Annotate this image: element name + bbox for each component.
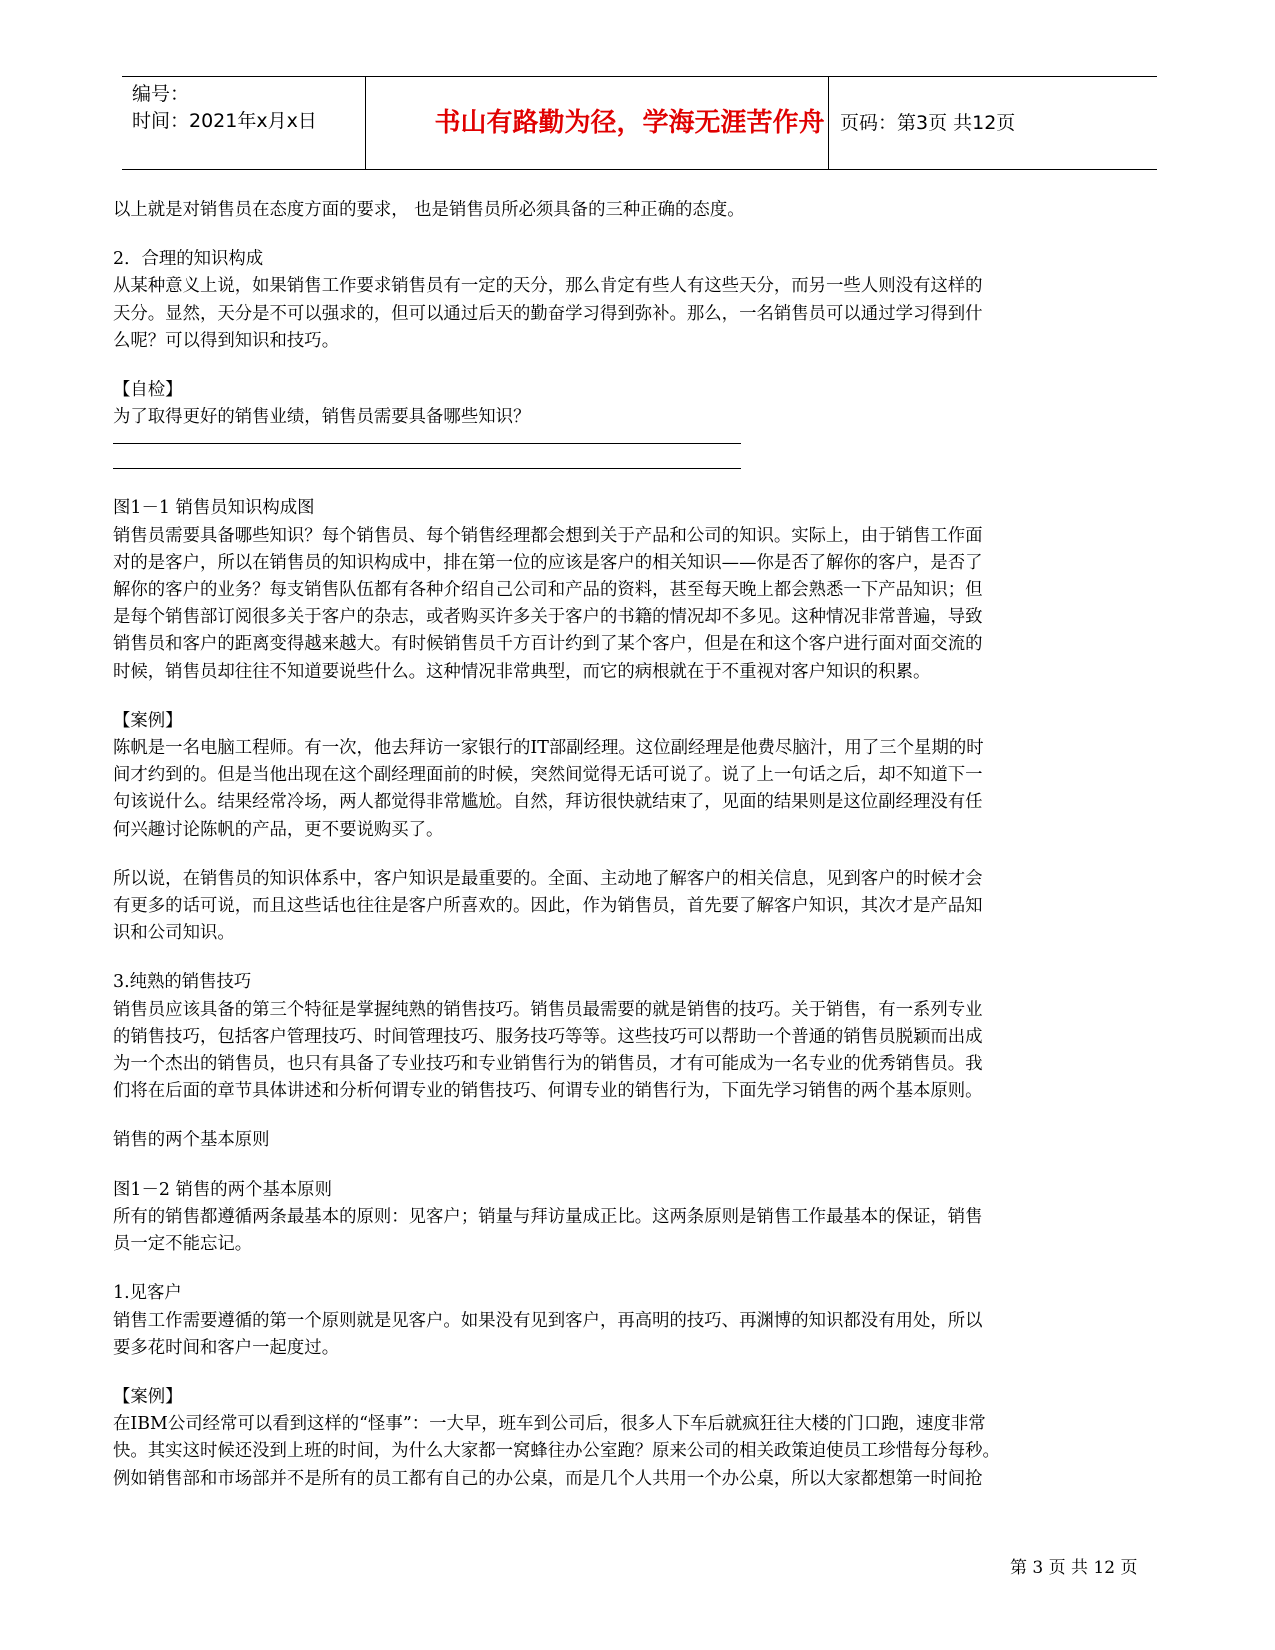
section-heading-meet-customers: 1.见客户 bbox=[113, 1283, 182, 1304]
header-divider-right bbox=[828, 77, 829, 169]
section-heading-principles: 销售的两个基本原则 bbox=[113, 1130, 270, 1151]
selfcheck-question: 为了取得更好的销售业绩，销售员需要具备哪些知识？ bbox=[113, 407, 531, 428]
paragraph-line: 所以说，在销售员的知识体系中，客户知识是最重要的。全面、主动地了解客户的相关信息，见到客户的时候才会 bbox=[113, 868, 983, 889]
paragraph-line: 么呢？可以得到知识和技巧。 bbox=[113, 330, 340, 351]
paragraph-line: 间才约到的。但是当他出现在这个副经理面前的时候，突然间觉得无话可说了。说了上一句话之后，却不知道下一 bbox=[113, 765, 983, 786]
document-body bbox=[113, 197, 1161, 1493]
paragraph-line: 销售员需要具备哪些知识？每个销售员、每个销售经理都会想到关于产品和公司的知识。实际上，由于销售工作面 bbox=[113, 525, 983, 546]
paragraph-attitude-summary: 以上就是对销售员在态度方面的要求， 也是销售员所必须具备的三种正确的态度。 bbox=[113, 200, 745, 220]
paragraph-line: 解你的客户的业务？每支销售队伍都有各种介绍自己公司和产品的资料，甚至每天晚上都会熟悉一下产品知识；但 bbox=[113, 580, 983, 601]
paragraph-line: 时候，销售员却往往不知道要说些什么。这种情况非常典型，而它的病根就在于不重视对客户知识的积累。 bbox=[113, 661, 931, 682]
page-footer: 第 3 页 共 12 页 bbox=[1010, 1558, 1138, 1578]
section-heading-skills: 3.纯熟的销售技巧 bbox=[113, 972, 252, 993]
paragraph-line: 天分。显然，天分是不可以强求的，但可以通过后天的勤奋学习得到弥补。那么，一名销售员可以通过学习得到什 bbox=[113, 303, 983, 324]
header-motto: 书山有路勤为径，学海无涯苦作舟 bbox=[434, 108, 825, 138]
document-time-label: 时间：2021年x月x日 bbox=[132, 110, 317, 132]
figure-caption: 图1－1 销售员知识构成图 bbox=[113, 498, 315, 519]
paragraph-line: 何兴趣讨论陈帆的产品，更不要说购买了。 bbox=[113, 819, 444, 840]
paragraph-line: 识和公司知识。 bbox=[113, 923, 235, 944]
document-number-label: 编号： bbox=[132, 83, 190, 105]
paragraph-line: 对的是客户，所以在销售员的知识构成中，排在第一位的应该是客户的相关知识——你是否了解你的客户，是否了 bbox=[113, 552, 983, 573]
case-heading: 【案例】 bbox=[113, 710, 183, 731]
header-page-number: 页码：第3页 共12页 bbox=[840, 112, 1016, 134]
paragraph-line: 为一个杰出的销售员，也只有具备了专业技巧和专业销售行为的销售员，才有可能成为一名专业的优秀销售员。我 bbox=[113, 1054, 983, 1075]
answer-line bbox=[113, 443, 741, 444]
paragraph-line: 的销售技巧，包括客户管理技巧、时间管理技巧、服务技巧等等。这些技巧可以帮助一个普通的销售员脱颖而出成 bbox=[113, 1026, 983, 1047]
figure-caption: 图1－2 销售的两个基本原则 bbox=[113, 1179, 332, 1200]
paragraph-line: 从某种意义上说，如果销售工作要求销售员有一定的天分，那么肯定有些人有这些天分，而另一些人则没有这样的 bbox=[113, 276, 983, 297]
paragraph-line: 在IBM公司经常可以看到这样的“怪事”：一大早，班车到公司后，很多人下车后就疯狂往大楼的门口跑，速度非常 bbox=[113, 1414, 986, 1435]
paragraph-line: 销售工作需要遵循的第一个原则就是见客户。如果没有见到客户，再高明的技巧、再渊博的知识都没有用处，所以 bbox=[113, 1310, 983, 1331]
paragraph-line: 员一定不能忘记。 bbox=[113, 1234, 253, 1255]
header-divider-left bbox=[365, 77, 366, 169]
paragraph-line: 快。其实这时候还没到上班的时间，为什么大家都一窝蜂往办公室跑？原来公司的相关政策迫使员工珍惜每分每秒。 bbox=[113, 1441, 1000, 1462]
paragraph-line: 所有的销售都遵循两条最基本的原则：见客户；销量与拜访量成正比。这两条原则是销售工作最基本的保证，销售 bbox=[113, 1206, 983, 1227]
paragraph-line: 例如销售部和市场部并不是所有的员工都有自己的办公桌，而是几个人共用一个办公桌，所以大家都想第一时间抢 bbox=[113, 1468, 983, 1489]
paragraph-line: 有更多的话可说，而且这些话也往往是客户所喜欢的。因此，作为销售员，首先要了解客户知识，其次才是产品知 bbox=[113, 896, 983, 917]
section-heading-knowledge: 2．合理的知识构成 bbox=[113, 249, 264, 270]
paragraph-line: 陈帆是一名电脑工程师。有一次，他去拜访一家银行的IT部副经理。这位副经理是他费尽脑汁，用了三个星期的时 bbox=[113, 738, 984, 759]
case-heading: 【案例】 bbox=[113, 1386, 183, 1407]
paragraph-line: 们将在后面的章节具体讲述和分析何谓专业的销售技巧、何谓专业的销售行为，下面先学习销售的两个基本原则。 bbox=[113, 1081, 983, 1102]
selfcheck-heading: 【自检】 bbox=[113, 380, 183, 401]
paragraph-line: 要多花时间和客户一起度过。 bbox=[113, 1337, 340, 1358]
paragraph-line: 销售员和客户的距离变得越来越大。有时候销售员千方百计约到了某个客户，但是在和这个客户进行面对面交流的 bbox=[113, 634, 983, 655]
header-meta bbox=[132, 81, 377, 135]
paragraph-line: 句该说什么。结果经常冷场，两人都觉得非常尴尬。自然，拜访很快就结束了，见面的结果则是这位副经理没有任 bbox=[113, 792, 983, 813]
paragraph-line: 是每个销售部订阅很多关于客户的杂志，或者购买许多关于客户的书籍的情况却不多见。这种情况非常普遍，导致 bbox=[113, 607, 983, 628]
paragraph-line: 销售员应该具备的第三个特征是掌握纯熟的销售技巧。销售员最需要的就是销售的技巧。关于销售，有一系列专业 bbox=[113, 999, 983, 1020]
page-header bbox=[122, 76, 1157, 170]
